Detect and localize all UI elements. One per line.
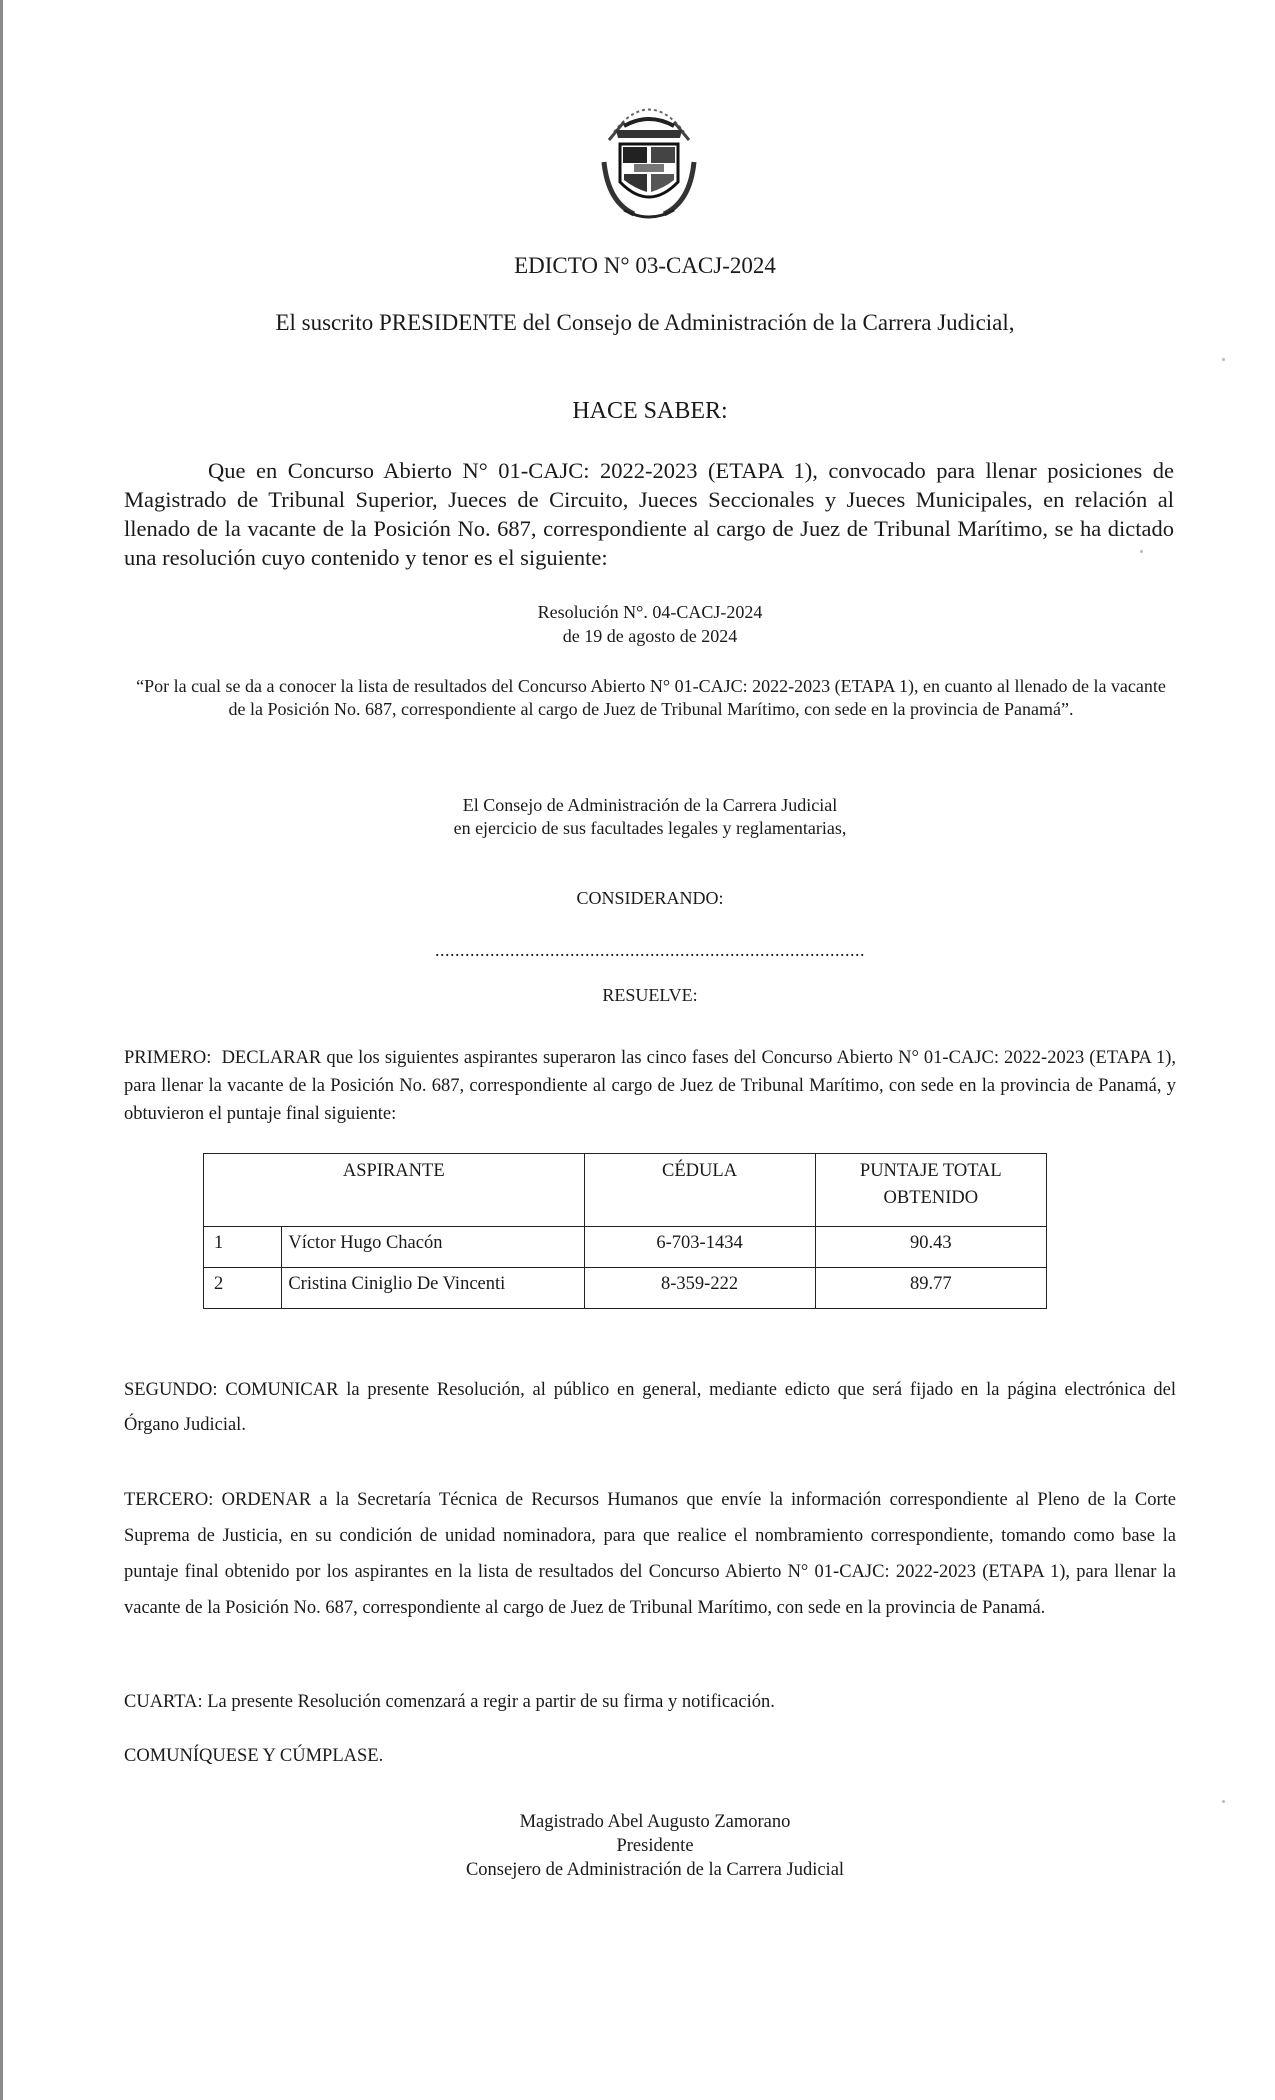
closing-formula: COMUNÍQUESE Y CÚMPLASE.: [124, 1746, 384, 1766]
row-name: Víctor Hugo Chacón: [282, 1227, 584, 1268]
primero-paragraph: [124, 1044, 1176, 1128]
resolution-date: de 19 de agosto de 2024: [562, 626, 738, 646]
primero-verb: DECLARAR: [221, 1048, 322, 1068]
edicto-title: EDICTO N° 03-CACJ-2024: [514, 253, 776, 278]
resolution-number: Resolución N°. 04-CACJ-2024: [537, 602, 763, 622]
row-puntaje: 89.77: [815, 1268, 1046, 1309]
row-cedula: 8-359-222: [584, 1268, 815, 1309]
hace-saber-heading: HACE SABER:: [572, 398, 728, 424]
considerando-heading: CONSIDERANDO:: [576, 888, 724, 908]
table-row: [204, 1227, 1047, 1268]
signatory-role: Presidente: [616, 1836, 694, 1856]
table-row: [204, 1268, 1047, 1309]
header-puntaje: PUNTAJE TOTAL OBTENIDO: [815, 1154, 1046, 1227]
dotted-separator: ......................................................................................: [435, 940, 865, 960]
table-header-row: [204, 1154, 1047, 1227]
primero-text: que los siguientes aspirantes superaron las cinco fases del Concurso Abierto N° 01-CAJC: 2022-2023 (ETAPA 1), para llenar la vacante de la Posición No. 687, correspondiente al cargo de Juez de Tribunal Marítimo, con sede en la provincia de Panamá, y obtuvieron el puntaje final siguiente:: [124, 1048, 1176, 1124]
segundo-paragraph: [124, 1373, 1176, 1443]
results-table: [203, 1153, 1047, 1309]
consejo-block: [0, 794, 1275, 840]
row-cedula: 6-703-1434: [584, 1227, 815, 1268]
row-puntaje: 90.43: [815, 1227, 1046, 1268]
cuarta-text: La presente Resolución comenzará a regir a partir de su firma y notificación.: [202, 1692, 775, 1712]
coat-of-arms-icon: [594, 92, 704, 228]
header-cedula: CÉDULA: [584, 1154, 815, 1227]
segundo-text: la presente Resolución, al público en general, mediante edicto que será fijado en la página electrónica del Órgano Judicial.: [124, 1380, 1177, 1435]
row-number: 2: [204, 1268, 282, 1309]
tercero-text: a la Secretaría Técnica de Recursos Humanos que envíe la información correspondiente al Pleno de la Corte Suprema de Justicia, en su condición de unidad nominadora, para que realice el nombramiento correspondiente, tomando como base la puntaje final obtenido por los aspirantes en la lista de resultados del Concurso Abierto N° 01-CAJC: 2022-2023 (ETAPA 1), para llenar la vacante de la Posición No. 687, correspondiente al cargo de Juez de Tribunal Marítimo, con sede en la provincia de Panamá.: [124, 1490, 1177, 1618]
cuarta-paragraph: [124, 1692, 1176, 1713]
signature-block: [0, 1810, 1275, 1882]
cuarta-label: CUARTA:: [124, 1692, 203, 1712]
resolution-quote: “Por la cual se da a conocer la lista de resultados del Concurso Abierto N° 01-CAJC: 2022-2023 (ETAPA 1), en cuanto al llenado de la vacante de la Posición No. 687, correspondiente al cargo de Juez de Tribunal Marítimo, con sede en la provincia de Panamá”.: [136, 676, 1166, 719]
signatory-name: Magistrado Abel Augusto Zamorano: [519, 1812, 791, 1832]
tercero-verb: ORDENAR: [221, 1490, 312, 1510]
resolution-header: [0, 600, 1275, 648]
segundo-label: SEGUNDO:: [124, 1380, 218, 1400]
header-aspirante: ASPIRANTE: [204, 1154, 585, 1227]
intro-paragraph: [124, 456, 1174, 572]
row-name: Cristina Ciniglio De Vincenti: [282, 1268, 584, 1309]
signatory-org: Consejero de Administración de la Carrera Judicial: [465, 1860, 845, 1880]
primero-label: PRIMERO:: [124, 1048, 212, 1068]
consejo-line-2: en ejercicio de sus facultades legales y reglamentarias,: [453, 818, 847, 838]
tercero-paragraph: [124, 1482, 1176, 1626]
row-number: 1: [204, 1227, 282, 1268]
tercero-label: TERCERO:: [124, 1490, 214, 1510]
intro-text: Que en Concurso Abierto N° 01-CAJC: 2022-2023 (ETAPA 1), convocado para llenar posiciones de Magistrado de Tribunal Superior, Jueces de Circuito, Jueces Seccionales y Jueces Municipales, en relación al llenado de la vacante de la Posición No. 687, correspondiente al cargo de Juez de Tribunal Marítimo, se ha dictado una resolución cuyo contenido y tenor es el siguiente:: [124, 458, 1174, 570]
resuelve-heading: RESUELVE:: [602, 985, 698, 1005]
segundo-verb: COMUNICAR: [225, 1380, 339, 1400]
consejo-line-1: El Consejo de Administración de la Carrera Judicial: [462, 795, 838, 815]
suscrito-line: El suscrito PRESIDENTE del Consejo de Administración de la Carrera Judicial,: [275, 310, 1015, 335]
